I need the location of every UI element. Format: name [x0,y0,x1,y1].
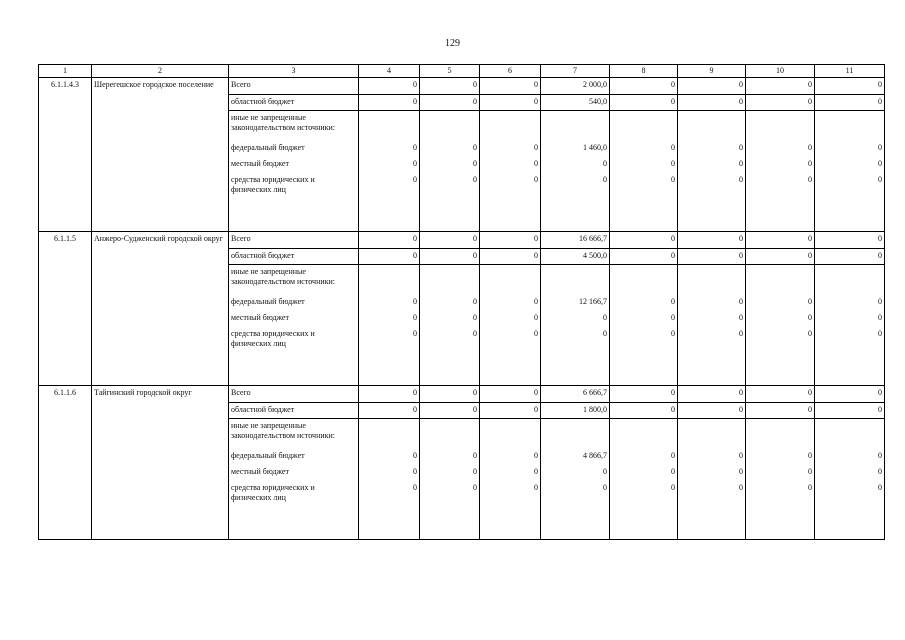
column-header: 7 [541,65,610,78]
legal-value: 0 [413,175,417,184]
value-cell: 1 800,0 [541,403,610,419]
legal-value: 0 [473,483,477,492]
legal-value: 0 [808,483,812,492]
value-cell [480,419,541,540]
column-header: 6 [480,65,541,78]
column-header: 2 [92,65,229,78]
federal-value: 0 [473,143,477,152]
source-label-total: Всего [229,232,359,249]
header-row [39,65,885,78]
column-header: 8 [610,65,678,78]
source-label-federal: федеральный бюджет [231,297,305,306]
legal-value: 0 [473,175,477,184]
value-cell [420,419,480,540]
local-value: 0 [473,467,477,476]
local-value: 0 [808,159,812,168]
local-value: 0 [603,467,607,476]
value-cell [610,419,678,540]
value-cell: 0 [420,78,480,95]
legal-value: 0 [413,329,417,338]
federal-value: 0 [808,451,812,460]
value-cell: 0 [746,403,815,419]
column-header: 11 [815,65,885,78]
value-cell: 0 [359,232,420,249]
value-cell [815,265,885,386]
value-cell: 0 [815,403,885,419]
federal-value: 0 [671,451,675,460]
legal-value: 0 [603,329,607,338]
legal-value: 0 [534,329,538,338]
source-label-other [229,111,359,232]
local-value: 0 [413,467,417,476]
value-cell: 0 [480,78,541,95]
value-cell: 0 [610,249,678,265]
value-cell: 0 [678,249,746,265]
value-cell [610,111,678,232]
value-cell [480,265,541,386]
column-header: 5 [420,65,480,78]
value-cell: 0 [815,95,885,111]
row-code: 6.1.1.5 [39,232,92,386]
legal-value: 0 [808,175,812,184]
value-cell [815,111,885,232]
value-cell: 0 [610,95,678,111]
local-value: 0 [739,467,743,476]
local-value: 0 [671,467,675,476]
value-cell: 0 [678,403,746,419]
legal-value: 0 [534,175,538,184]
local-value: 0 [878,313,882,322]
value-cell: 4 500,0 [541,249,610,265]
source-label-legal: средства юридических и физических лиц [231,175,315,194]
value-cell [359,419,420,540]
value-cell: 0 [610,403,678,419]
value-cell: 0 [678,78,746,95]
value-cell [746,265,815,386]
local-value: 0 [671,313,675,322]
legal-value: 0 [603,175,607,184]
federal-value: 12 166,7 [579,297,607,306]
local-value: 0 [413,313,417,322]
value-cell: 0 [359,249,420,265]
value-cell: 0 [480,403,541,419]
value-cell [541,111,610,232]
local-value: 0 [473,159,477,168]
value-cell [746,111,815,232]
value-cell: 0 [746,386,815,403]
value-cell: 0 [480,249,541,265]
page-number: 129 [445,38,460,49]
table-row [39,78,885,95]
local-value: 0 [534,159,538,168]
value-cell [359,111,420,232]
value-cell [610,265,678,386]
legal-value: 0 [878,483,882,492]
source-label-total: Всего [229,78,359,95]
row-code: 6.1.1.4.3 [39,78,92,232]
value-cell: 0 [359,95,420,111]
federal-value: 0 [739,297,743,306]
value-cell [420,265,480,386]
value-cell [678,111,746,232]
legal-value: 0 [534,483,538,492]
federal-value: 0 [534,297,538,306]
value-cell [480,111,541,232]
federal-value: 0 [473,451,477,460]
local-value: 0 [603,159,607,168]
value-cell: 0 [815,232,885,249]
value-cell: 0 [678,95,746,111]
value-cell: 0 [480,95,541,111]
local-value: 0 [739,313,743,322]
value-cell [678,265,746,386]
value-cell: 0 [815,386,885,403]
legal-value: 0 [739,483,743,492]
value-cell: 0 [746,232,815,249]
legal-value: 0 [739,329,743,338]
value-cell: 0 [746,78,815,95]
municipality-name: Анжеро-Судженский городской округ [92,232,229,386]
federal-value: 0 [808,297,812,306]
legal-value: 0 [413,483,417,492]
federal-value: 0 [413,297,417,306]
local-value: 0 [534,313,538,322]
federal-value: 0 [413,451,417,460]
federal-value: 0 [878,451,882,460]
legal-value: 0 [671,175,675,184]
federal-value: 0 [413,143,417,152]
local-value: 0 [878,159,882,168]
value-cell: 0 [610,386,678,403]
source-label-other [229,265,359,386]
local-value: 0 [671,159,675,168]
local-value: 0 [808,313,812,322]
legal-value: 0 [603,483,607,492]
value-cell [815,419,885,540]
table-row [39,386,885,403]
value-cell: 0 [420,249,480,265]
local-value: 0 [739,159,743,168]
source-label-local: местный бюджет [231,159,289,168]
value-cell [541,419,610,540]
value-cell [359,265,420,386]
federal-value: 0 [671,143,675,152]
source-label-local: местный бюджет [231,313,289,322]
value-cell: 6 666,7 [541,386,610,403]
column-header: 3 [229,65,359,78]
value-cell: 0 [420,386,480,403]
source-label-regional: областной бюджет [229,403,359,419]
value-cell: 0 [420,95,480,111]
value-cell: 0 [359,386,420,403]
federal-value: 0 [473,297,477,306]
value-cell: 0 [359,78,420,95]
source-label-local: местный бюджет [231,467,289,476]
column-header: 4 [359,65,420,78]
municipality-name: Тайгинский городской округ [92,386,229,540]
column-header: 10 [746,65,815,78]
federal-value: 0 [739,451,743,460]
value-cell: 0 [746,95,815,111]
source-label-federal: федеральный бюджет [231,451,305,460]
value-cell: 0 [678,232,746,249]
value-cell [678,419,746,540]
source-label-regional: областной бюджет [229,249,359,265]
other-sources-heading: иные не запрещенные законодательством источники: [231,421,336,440]
legal-value: 0 [878,329,882,338]
federal-value: 0 [534,143,538,152]
source-label-regional: областной бюджет [229,95,359,111]
source-label-total: Всего [229,386,359,403]
legal-value: 0 [808,329,812,338]
local-value: 0 [808,467,812,476]
federal-value: 0 [534,451,538,460]
value-cell: 16 666,7 [541,232,610,249]
other-sources-heading: иные не запрещенные законодательством источники: [231,267,336,286]
column-header: 9 [678,65,746,78]
federal-value: 0 [671,297,675,306]
legal-value: 0 [473,329,477,338]
source-label-federal: федеральный бюджет [231,143,305,152]
table-row [39,232,885,249]
source-label-other [229,419,359,540]
federal-value: 0 [878,143,882,152]
legal-value: 0 [739,175,743,184]
value-cell: 0 [480,386,541,403]
federal-value: 1 460,0 [583,143,607,152]
value-cell [541,265,610,386]
value-cell [746,419,815,540]
value-cell: 0 [420,403,480,419]
local-value: 0 [534,467,538,476]
value-cell: 0 [815,249,885,265]
federal-value: 0 [878,297,882,306]
budget-table [38,64,885,540]
source-label-legal: средства юридических и физических лиц [231,483,315,502]
value-cell: 540,0 [541,95,610,111]
local-value: 0 [473,313,477,322]
municipality-name: Шерегешское городское поселение [92,78,229,232]
local-value: 0 [603,313,607,322]
value-cell: 0 [678,386,746,403]
value-cell: 0 [746,249,815,265]
value-cell: 0 [420,232,480,249]
value-cell [420,111,480,232]
row-code: 6.1.1.6 [39,386,92,540]
local-value: 0 [878,467,882,476]
value-cell: 0 [815,78,885,95]
federal-value: 4 866,7 [583,451,607,460]
value-cell: 0 [480,232,541,249]
value-cell: 0 [359,403,420,419]
legal-value: 0 [671,483,675,492]
federal-value: 0 [808,143,812,152]
federal-value: 0 [739,143,743,152]
value-cell: 0 [610,78,678,95]
local-value: 0 [413,159,417,168]
value-cell: 0 [610,232,678,249]
value-cell: 2 000,0 [541,78,610,95]
source-label-legal: средства юридических и физических лиц [231,329,315,348]
column-header: 1 [39,65,92,78]
legal-value: 0 [878,175,882,184]
legal-value: 0 [671,329,675,338]
other-sources-heading: иные не запрещенные законодательством источники: [231,113,336,132]
